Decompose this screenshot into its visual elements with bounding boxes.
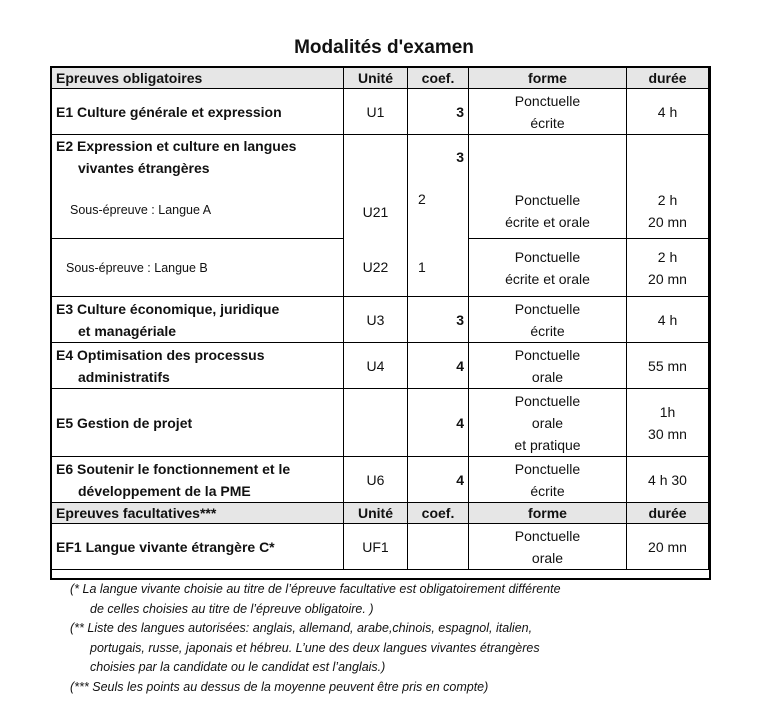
exam-forme — [469, 89, 627, 135]
duree-line: 20 mn — [648, 270, 687, 287]
table-row-ef1 — [52, 524, 709, 570]
table-row-e3 — [52, 297, 709, 343]
duree-line: 30 mn — [648, 425, 687, 442]
forme-line: écrite et orale — [505, 213, 590, 230]
sub-epreuve-b: Sous-épreuve : Langue B — [52, 239, 344, 297]
header-epreuves: Epreuves obligatoires — [52, 68, 344, 89]
exam-name-line: et managériale — [78, 322, 177, 339]
exam-unite: U6 — [344, 457, 408, 503]
header-coef: coef. — [408, 68, 469, 89]
header-unite: Unité — [344, 68, 408, 89]
exam-name: EF1 Langue vivante étrangère C* — [52, 524, 344, 570]
forme-line: Ponctuelle — [514, 392, 581, 409]
exam-coef — [408, 135, 469, 239]
exam-table — [51, 67, 709, 570]
footnote-line: (** Liste des langues autorisées: anglais, allemand, arabe,chinois, espagnol, italien, — [70, 621, 533, 635]
table-row-e2-sub-b — [52, 239, 709, 297]
forme-line: écrite — [530, 322, 565, 339]
exam-name — [52, 457, 344, 503]
exam-unite: U3 — [344, 297, 408, 343]
exam-coef-total: 3 — [456, 149, 464, 165]
exam-unite — [344, 389, 408, 457]
exam-forme — [469, 239, 627, 297]
header-epreuves: Epreuves facultatives*** — [52, 503, 344, 524]
table-row-e6 — [52, 457, 709, 503]
exam-name-line: E2 Expression et culture en langues — [56, 138, 297, 154]
header-forme: forme — [469, 503, 627, 524]
footnote-line: (*** Seuls les points au dessus de la moyenne peuvent être pris en compte) — [70, 679, 489, 694]
table-row-e1 — [52, 89, 709, 135]
forme-line: écrite — [530, 114, 565, 131]
footnotes — [70, 580, 561, 697]
forme-line: écrite — [530, 482, 565, 499]
exam-coef: 4 — [408, 389, 469, 457]
exam-name-line: E6 Soutenir le fonctionnement et le — [56, 460, 291, 477]
forme-line: orale — [531, 414, 564, 431]
footnote-line: portugais, russe, japonais et hébreu. L’une des deux langues vivantes étrangères — [90, 640, 540, 655]
exam-name — [52, 297, 344, 343]
duree-line: 20 mn — [648, 213, 687, 230]
exam-name: E5 Gestion de projet — [52, 389, 344, 457]
exam-coef-sub: 1 — [408, 239, 469, 297]
exam-forme — [469, 297, 627, 343]
header-row-facultatives — [52, 503, 709, 524]
exam-unite: UF1 — [344, 524, 408, 570]
table-row-e4 — [52, 343, 709, 389]
exam-coef: 3 — [408, 297, 469, 343]
header-duree: durée — [627, 503, 709, 524]
forme-line: Ponctuelle — [514, 92, 581, 109]
footnote-line: de celles choisies au titre de l’épreuve obligatoire. ) — [90, 601, 374, 616]
exam-name — [52, 343, 344, 389]
exam-name-line: vivantes étrangères — [78, 160, 210, 176]
table-row-e2-sub-a — [52, 135, 709, 239]
exam-name-line: développement de la PME — [78, 482, 251, 499]
exam-duree: 4 h — [627, 89, 709, 135]
table-row-e5 — [52, 389, 709, 457]
exam-forme — [469, 524, 627, 570]
exam-unite: U4 — [344, 343, 408, 389]
exam-duree — [627, 389, 709, 457]
header-duree: durée — [627, 68, 709, 89]
exam-unite: U21 — [344, 135, 408, 239]
forme-line: orale — [531, 549, 564, 566]
sub-epreuve-a: Sous-épreuve : Langue A — [70, 203, 212, 217]
exam-coef — [408, 524, 469, 570]
forme-line: écrite et orale — [505, 270, 590, 287]
exam-name-line: E4 Optimisation des processus — [56, 346, 265, 363]
forme-line: Ponctuelle — [514, 527, 581, 544]
exam-coef: 4 — [408, 343, 469, 389]
footnote-line: choisies par la candidate ou le candidat est l’anglais.) — [90, 660, 386, 674]
exam-duree: 4 h 30 — [627, 457, 709, 503]
exam-duree: 55 mn — [627, 343, 709, 389]
footnote-line: (* La langue vivante choisie au titre de l’épreuve facultative est obligatoirement différente — [70, 582, 561, 596]
duree-line: 2 h — [657, 248, 678, 265]
exam-coef-sub: 2 — [418, 191, 426, 207]
exam-name-line: E3 Culture économique, juridique — [56, 300, 280, 317]
page-title: Modalités d'examen — [294, 37, 474, 58]
exam-duree — [627, 239, 709, 297]
exam-unite: U1 — [344, 89, 408, 135]
forme-line: Ponctuelle — [514, 460, 581, 477]
exam-name-line: administratifs — [78, 368, 170, 385]
header-unite: Unité — [344, 503, 408, 524]
exam-name: E1 Culture générale et expression — [52, 89, 344, 135]
forme-line: Ponctuelle — [514, 191, 581, 208]
exam-forme — [469, 389, 627, 457]
header-forme: forme — [469, 68, 627, 89]
forme-line: et pratique — [514, 436, 581, 453]
forme-line: Ponctuelle — [514, 300, 581, 317]
exam-forme — [469, 135, 627, 239]
exam-name-e2 — [52, 135, 344, 239]
duree-line: 2 h — [657, 191, 678, 208]
header-coef: coef. — [408, 503, 469, 524]
exam-coef: 4 — [408, 457, 469, 503]
header-row-obligatoires — [52, 68, 709, 89]
exam-duree — [627, 135, 709, 239]
forme-line: orale — [531, 368, 564, 385]
exam-forme — [469, 457, 627, 503]
exam-unite: U22 — [344, 239, 408, 297]
forme-line: Ponctuelle — [514, 346, 581, 363]
duree-line: 1h — [659, 403, 676, 420]
exam-forme — [469, 343, 627, 389]
exam-duree: 20 mn — [627, 524, 709, 570]
forme-line: Ponctuelle — [514, 248, 581, 265]
exam-coef: 3 — [408, 89, 469, 135]
exam-duree: 4 h — [627, 297, 709, 343]
